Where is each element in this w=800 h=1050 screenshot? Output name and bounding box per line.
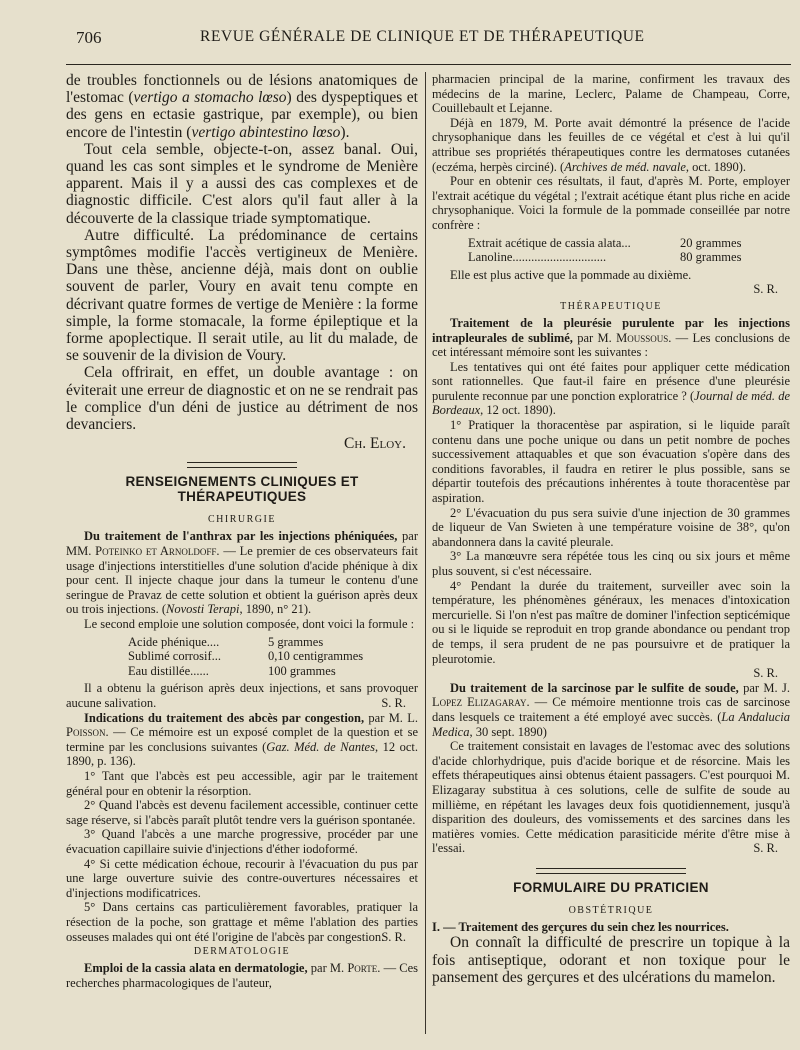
list-item: 4° Si cette médication échoue, recourir à l'évacuation du pus par une large ouverture suivie des contre-ouvertures nécessaires et d'injections modificatrices.	[66, 856, 418, 900]
paragraph: Elle est plus active que la pommade au dixième.	[450, 267, 692, 282]
signature: S. R.	[753, 666, 778, 681]
page-number: 706	[76, 28, 102, 47]
section-title: RENSEIGNEMENTS CLINIQUES ET THÉRAPEUTIQUES	[125, 474, 359, 505]
header-rule	[66, 64, 791, 65]
article-abces: Indications du traitement des abcès par congestion, par M. L. Poisson. — Ce mémoire est un exposé complet de la question et se termine par les conclusions suivantes (Gaz. Méd. de Nantes, 12 oct. 1890, p. 136).	[66, 710, 418, 769]
article-sarcinose: Du traitement de la sarcinose par le sulfite de soude, par M. J. Lopez Elizagaray. — Ce mémoire mentionne trois cas de sarcinose dans lesquels ce traitement a été employé avec succès. (La Andalucia Medica, 30 sept. 1890)	[432, 680, 790, 739]
list-item: 5° Dans certains cas particulièrement favorables, pratiquer la résection de la poche, son grattage et même l'ablation des parties osseuses malades qui ont été l'origine de l'abcès par congestion.	[66, 900, 418, 944]
left-column	[66, 72, 418, 1034]
page-header	[0, 22, 800, 52]
article-pleuresie: Traitement de la pleurésie purulente par les injections intrapleurales de sublimé, par M. Moussous. — Les conclusions de cet intéressant mémoire sont les suivantes :	[432, 315, 790, 360]
rubric-dermatologie: DERMATOLOGIE	[193, 946, 291, 958]
formula-table	[468, 236, 741, 265]
signature: S. R.	[381, 929, 406, 944]
formula-row: Extrait acétique de cassia alata... 20 grammes	[468, 235, 742, 250]
running-title: REVUE GÉNÉRALE DE CLINIQUE ET DE THÉRAPEUTIQUE	[200, 28, 645, 45]
list-item: 3° La manœuvre sera répétée tous les cinq ou six jours et même plus souvent, si c'est nécessaire.	[432, 549, 790, 578]
paragraph: On connaît la difficulté de prescrire un topique à la fois antiseptique, odorant et non toxique pour le pansement des gerçures et des ulcérations du mamelon.	[432, 934, 790, 986]
signature: S. R.	[381, 696, 406, 710]
list-item: 1° Pratiquer la thoracentèse par aspiration, si le liquide paraît contenu dans une poche unique ou dans un petit nombre de poches successivement attaquables et que son évacuation s'opère dans des conditions favorables, il faudra en retirer le plus possible, sans se départir toutefois des précautions inhérentes à toute thoracentèse par aspiration.	[432, 418, 790, 506]
paragraph: Les tentatives qui ont été faites pour appliquer cette médication sont rationnelles. Que faut-il faire en présence d'une pleurésie purulente reconnue par une ponction exploratrice ? (Journal de méd. de Bordeaux, 12 oct. 1890).	[432, 359, 790, 418]
list-item: 2° Quand l'abcès est devenu facilement accessible, continuer cette sage réserve, si l'abcès paraît plutôt tendre vers la guérison spontanée.	[66, 798, 418, 827]
paragraph: Autre difficulté. La prédominance de certains symptômes modifie l'accès vertigineux de Menière. Dans une thèse, ancienne déjà, mais dont on oublie souvent de parler, Voury en avait tenu compte en décrivant quatre formes de vertige de Menière : la forme simple, la forme stomacale, la forme épileptique et la forme apoplectique. Il serait utile, au lit du malade, de se souvenir de la division de Voury.	[66, 226, 418, 365]
section-title: FORMULAIRE DU PRATICIEN	[513, 879, 709, 895]
formula-row: Acide phénique.... 5 grammes	[128, 634, 324, 649]
paragraph: Cela offrirait, en effet, un double avantage : on éviterait une erreur de diagnostic et on ne se rendrait pas le complice d'un déni de justice au détriment de nos devanciers.	[66, 364, 418, 434]
signature: S. R.	[753, 841, 778, 856]
paragraph: Déjà en 1879, M. Porte avait démontré la présence de l'acide chrysophanique dans les feuilles de ce végétal et c'est à lui qu'il attribue ses propriétés thérapeutiques contre les dermatoses cutanées (eczéma, herpès circiné). (Archives de méd. navale, oct. 1890).	[432, 115, 790, 174]
rubric-chirurgie: CHIRURGIE	[208, 514, 276, 526]
paragraph: Pour en obtenir ces résultats, il faut, d'après M. Porte, employer l'extrait acétique du végétal ; l'extrait acétique étant plus riche en acide chrysophanique. Voici la formule de la pommade conseillée par notre confrère :	[432, 174, 790, 232]
list-item: 3° Quand l'abcès a une marche progressive, procéder par une évacuation capillaire suivie d'injections d'éther iodoformé.	[66, 827, 418, 856]
paragraph: pharmacien principal de la marine, confirment les travaux des médecins de la marine, Leclerc, Palame de Champeau, Corre, Couillebault et Lejanne.	[432, 72, 790, 116]
right-column	[432, 72, 790, 1034]
formula-row: Sublimé corrosif... 0,10 centigrammes	[128, 649, 364, 664]
list-item: 4° Pendant la durée du traitement, surveiller avec soin la température, les phénomènes généraux, les menaces d'intoxication mercurielle. Si l'on n'est pas maître de dominer l'infection septicémique ou si le liquide se reproduit en trop grande abondance ou pendant trop de temps, il sera prudent de ne pas poursuivre et de pratiquer la pleurotomie.	[432, 578, 790, 666]
paragraph: Tout cela semble, objecte-t-on, assez banal. Oui, quand les cas sont simples et le syndrome de Menière apparent. Mais il y a aussi des cas complexes et de diagnostic difficile. C'est alors qu'il faut aller à la découverte de la classique triade symptomatique.	[66, 140, 418, 227]
list-item: 2° L'évacuation du pus sera suivie d'une injection de 30 grammes de liqueur de Van Swieten à une température voisine de 38°, qu'on abandonnera dans la cavité pleurale.	[432, 505, 790, 549]
formula-row: Eau distillée...... 100 grammes	[128, 663, 336, 678]
paragraph: de troubles fonctionnels ou de lésions anatomiques de l'estomac (vertigo a stomacho lœso) des dyspeptiques et des gens en ectasie gastrique, par exemple), ou bien encore de l'intestin (vertigo abintestino lœso).	[66, 72, 418, 141]
formula-row: Lanoline.............................. 80 grammes	[468, 250, 742, 265]
article-anthrax: Du traitement de l'anthrax par les injections phéniquées, par MM. Poteinko et Arnoldoff. — Le premier de ces observateurs fait usage d'injections interstitielles d'une solution d'acide phénique à dix pour cent. Il injecte chaque jour dans la tumeur le contenu d'une seringue de Pravaz de cette solution et obtient la guérison après deux ou trois injections. (Novosti Terapi, 1890, n° 21).	[66, 529, 418, 617]
signature: Ch. Eloy.	[344, 435, 406, 453]
paragraph: Ce traitement consistait en lavages de l'estomac avec des solutions d'acide chlorhydrique, puis d'acide borique et de résorcine. Mais les effets thérapeutiques ainsi obtenus étaient passagers. C'est pourquoi M. Elizagaray substitua à ces solutions, celle de sulfite de soude au millième, en répétant les lavages deux fois quotidiennement, jusqu'à disparition des douleurs, des vomissements et des sarcines dans les matières vomies. Cette médication parasiticide mérite d'être mise à l'essai.	[432, 739, 790, 856]
rubric-therapeutique: THÉRAPEUTIQUE	[560, 300, 662, 312]
formula-table	[128, 635, 363, 679]
list-item: 1° Tant que l'abcès est peu accessible, agir par le traitement général pour en obtenir la résorption.	[66, 768, 418, 798]
column-divider	[425, 72, 426, 1034]
section-ornament-rule	[536, 868, 686, 874]
paragraph: Il a obtenu la guérison après deux injections, et sans provoquer aucune salivation.	[66, 681, 418, 710]
paragraph: Le second emploie une solution composée, dont voici la formule :	[84, 617, 415, 632]
article-title: I. — Traitement des gerçures du sein chez les nourrices.	[432, 919, 729, 934]
article-cassia: Emploi de la cassia alata en dermatologie, par M. Porte. — Ces recherches pharmacologiques de l'auteur,	[66, 961, 418, 990]
section-ornament-rule	[187, 462, 297, 468]
rubric-obstetrique: OBSTÉTRIQUE	[568, 904, 654, 916]
signature: S. R.	[753, 282, 778, 297]
